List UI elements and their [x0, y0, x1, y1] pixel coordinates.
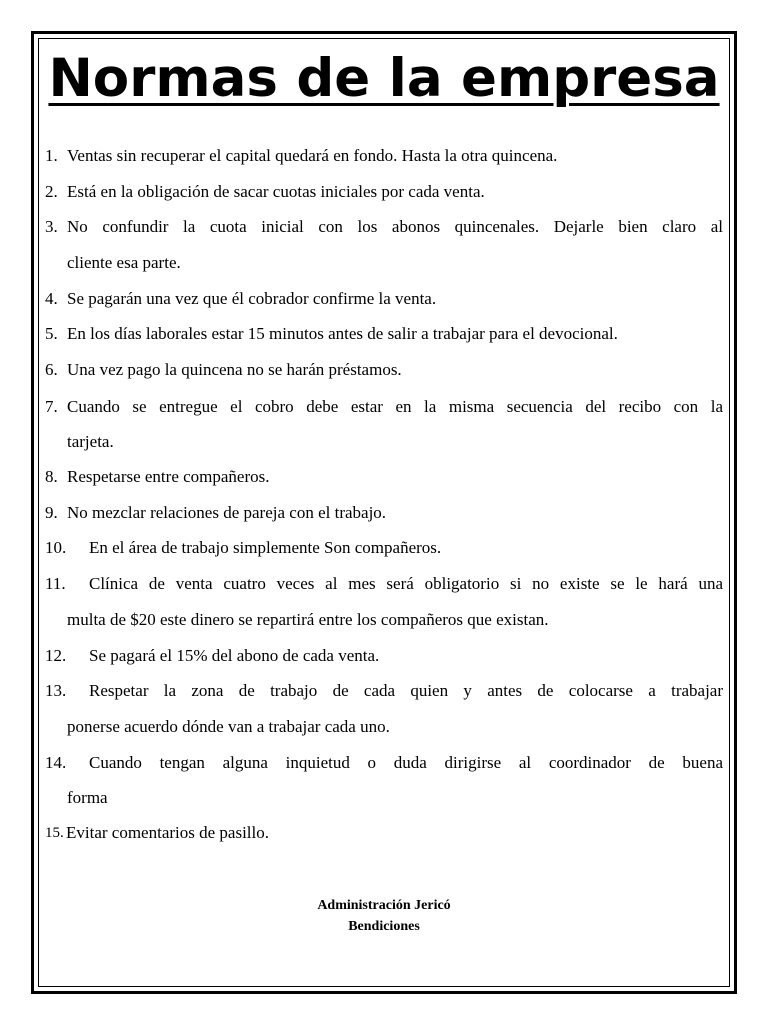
- rule-number: 3.: [45, 217, 58, 236]
- rule-text: Respetar la zona de trabajo de cada quien y antes de colocarse a trabajar: [89, 681, 723, 700]
- rule-text: Cuando tengan alguna inquietud o duda dirigirse al coordinador de buena: [89, 753, 723, 772]
- rule-text: Cuando se entregue el cobro debe estar en la misma secuencia del recibo con la: [67, 397, 723, 416]
- rule-text: multa de $20 este dinero se repartirá entre los compañeros que existan.: [67, 610, 549, 629]
- rule-text: En el área de trabajo simplemente Son compañeros.: [89, 538, 442, 557]
- rule-text: forma: [67, 788, 108, 807]
- rule-text: cliente esa parte.: [67, 253, 181, 272]
- rule-text: Ventas sin recuperar el capital quedará en fondo. Hasta la otra quincena.: [67, 146, 558, 165]
- rule-text: No confundir la cuota inicial con los abonos quincenales. Dejarle bien claro al: [67, 217, 723, 236]
- rule-number: 4.: [45, 289, 58, 308]
- rule-text: Evitar comentarios de pasillo.: [66, 823, 269, 842]
- rule-text: Clínica de venta cuatro veces al mes será obligatorio si no existe se le hará una: [89, 574, 723, 593]
- rule-number: 10.: [45, 538, 67, 557]
- signature-line-1: Administración Jericó: [317, 898, 451, 913]
- rule-text: ponerse acuerdo dónde van a trabajar cada uno.: [67, 717, 390, 736]
- rule-text: Una vez pago la quincena no se harán préstamos.: [67, 360, 402, 379]
- rule-text: Se pagarán una vez que él cobrador confirme la venta.: [67, 289, 437, 308]
- document-title: Normas de la empresa: [48, 48, 720, 109]
- signature-line-2: Bendiciones: [348, 919, 420, 934]
- rule-number: 9.: [45, 503, 58, 522]
- rule-number: 5.: [45, 324, 58, 343]
- rule-number: 7.: [45, 397, 58, 416]
- rule-text: Se pagará el 15% del abono de cada venta.: [89, 646, 380, 665]
- rule-number: 2.: [45, 182, 58, 201]
- rule-number: 1.: [45, 146, 58, 165]
- rule-number: 11.: [45, 574, 66, 593]
- rule-text: tarjeta.: [67, 432, 114, 451]
- rule-number: 6.: [45, 360, 58, 379]
- rule-number: 13.: [45, 681, 67, 700]
- rule-number: 14.: [45, 753, 67, 772]
- rule-text: En los días laborales estar 15 minutos antes de salir a trabajar para el devocional.: [67, 324, 618, 343]
- rule-number: 12.: [45, 646, 67, 665]
- rule-number: 15.: [45, 825, 64, 841]
- rule-text: No mezclar relaciones de pareja con el trabajo.: [67, 503, 387, 522]
- rule-number: 8.: [45, 467, 58, 486]
- rule-text: Está en la obligación de sacar cuotas iniciales por cada venta.: [67, 182, 485, 201]
- rule-text: Respetarse entre compañeros.: [67, 467, 270, 486]
